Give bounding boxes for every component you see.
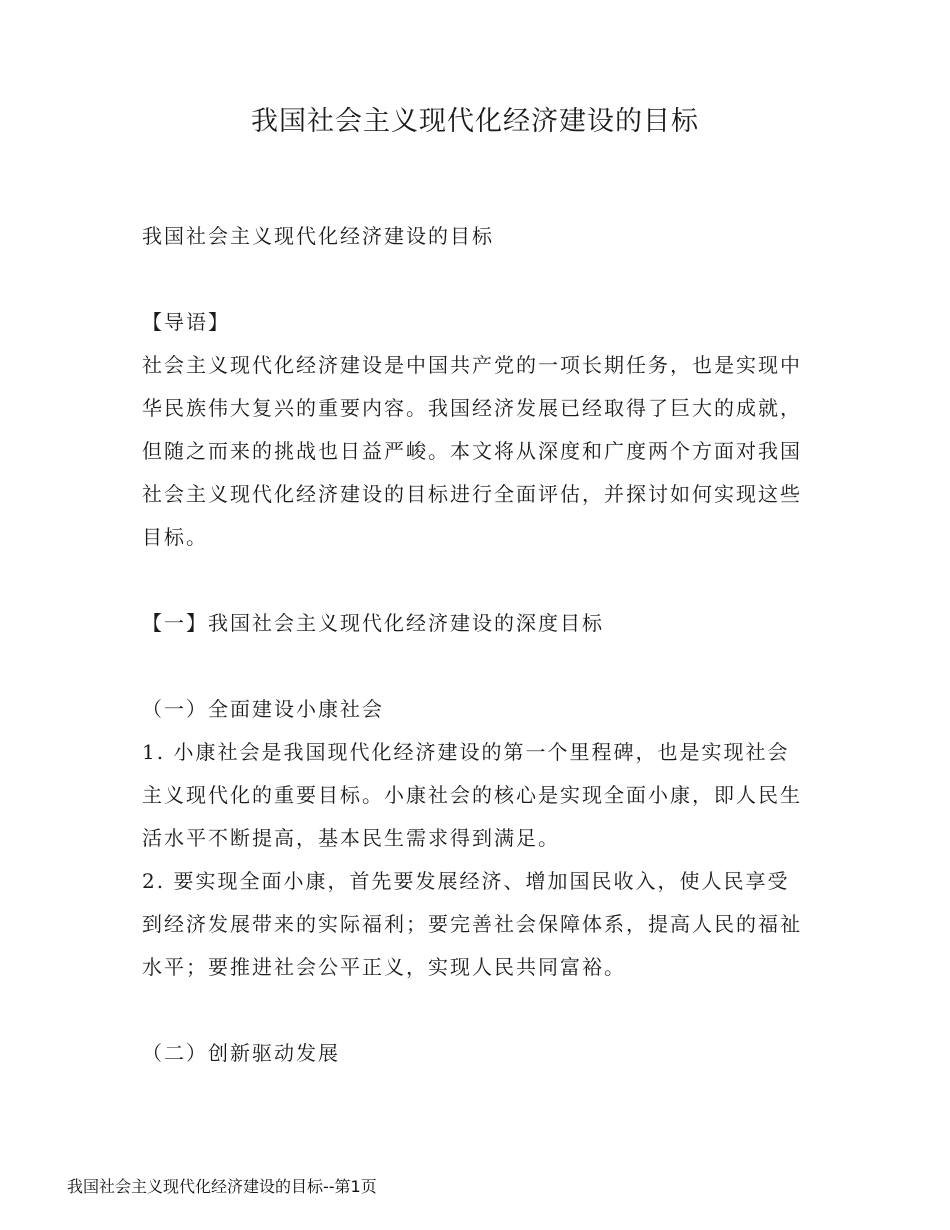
list-item: 1. 小康社会是我国现代化经济建设的第一个里程碑，也是实现社会主义现代化的重要目标。小康社会的核心是实现全面小康，即人民生活水平不断提高，基本民生需求得到满足。 [142,740,802,850]
page-footer: 我国社会主义现代化经济建设的目标--第1页 [67,1177,377,1196]
section-heading: 【一】我国社会主义现代化经济建设的深度目标 [142,611,604,635]
document-body [142,215,802,1075]
document-title: 我国社会主义现代化经济建设的目标 [251,106,699,137]
subsection-heading: （二）创新驱动发展 [142,1041,340,1065]
intro-heading: 【导语】 [142,310,230,334]
intro-paragraph: 社会主义现代化经济建设是中国共产党的一项长期任务，也是实现中华民族伟大复兴的重要内容。我国经济发展已经取得了巨大的成就，但随之而来的挑战也日益严峻。本文将从深度和广度两个方面对我国社会主义现代化经济建设的目标进行全面评估，并探讨如何实现这些目标。 [142,353,802,549]
subsection-heading: （一）全面建设小康社会 [142,697,384,721]
document-subtitle: 我国社会主义现代化经济建设的目标 [142,224,494,248]
list-item: 2. 要实现全面小康，首先要发展经济、增加国民收入，使人民享受到经济发展带来的实际福利；要完善社会保障体系，提高人民的福祉水平；要推进社会公平正义，实现人民共同富裕。 [142,869,802,979]
